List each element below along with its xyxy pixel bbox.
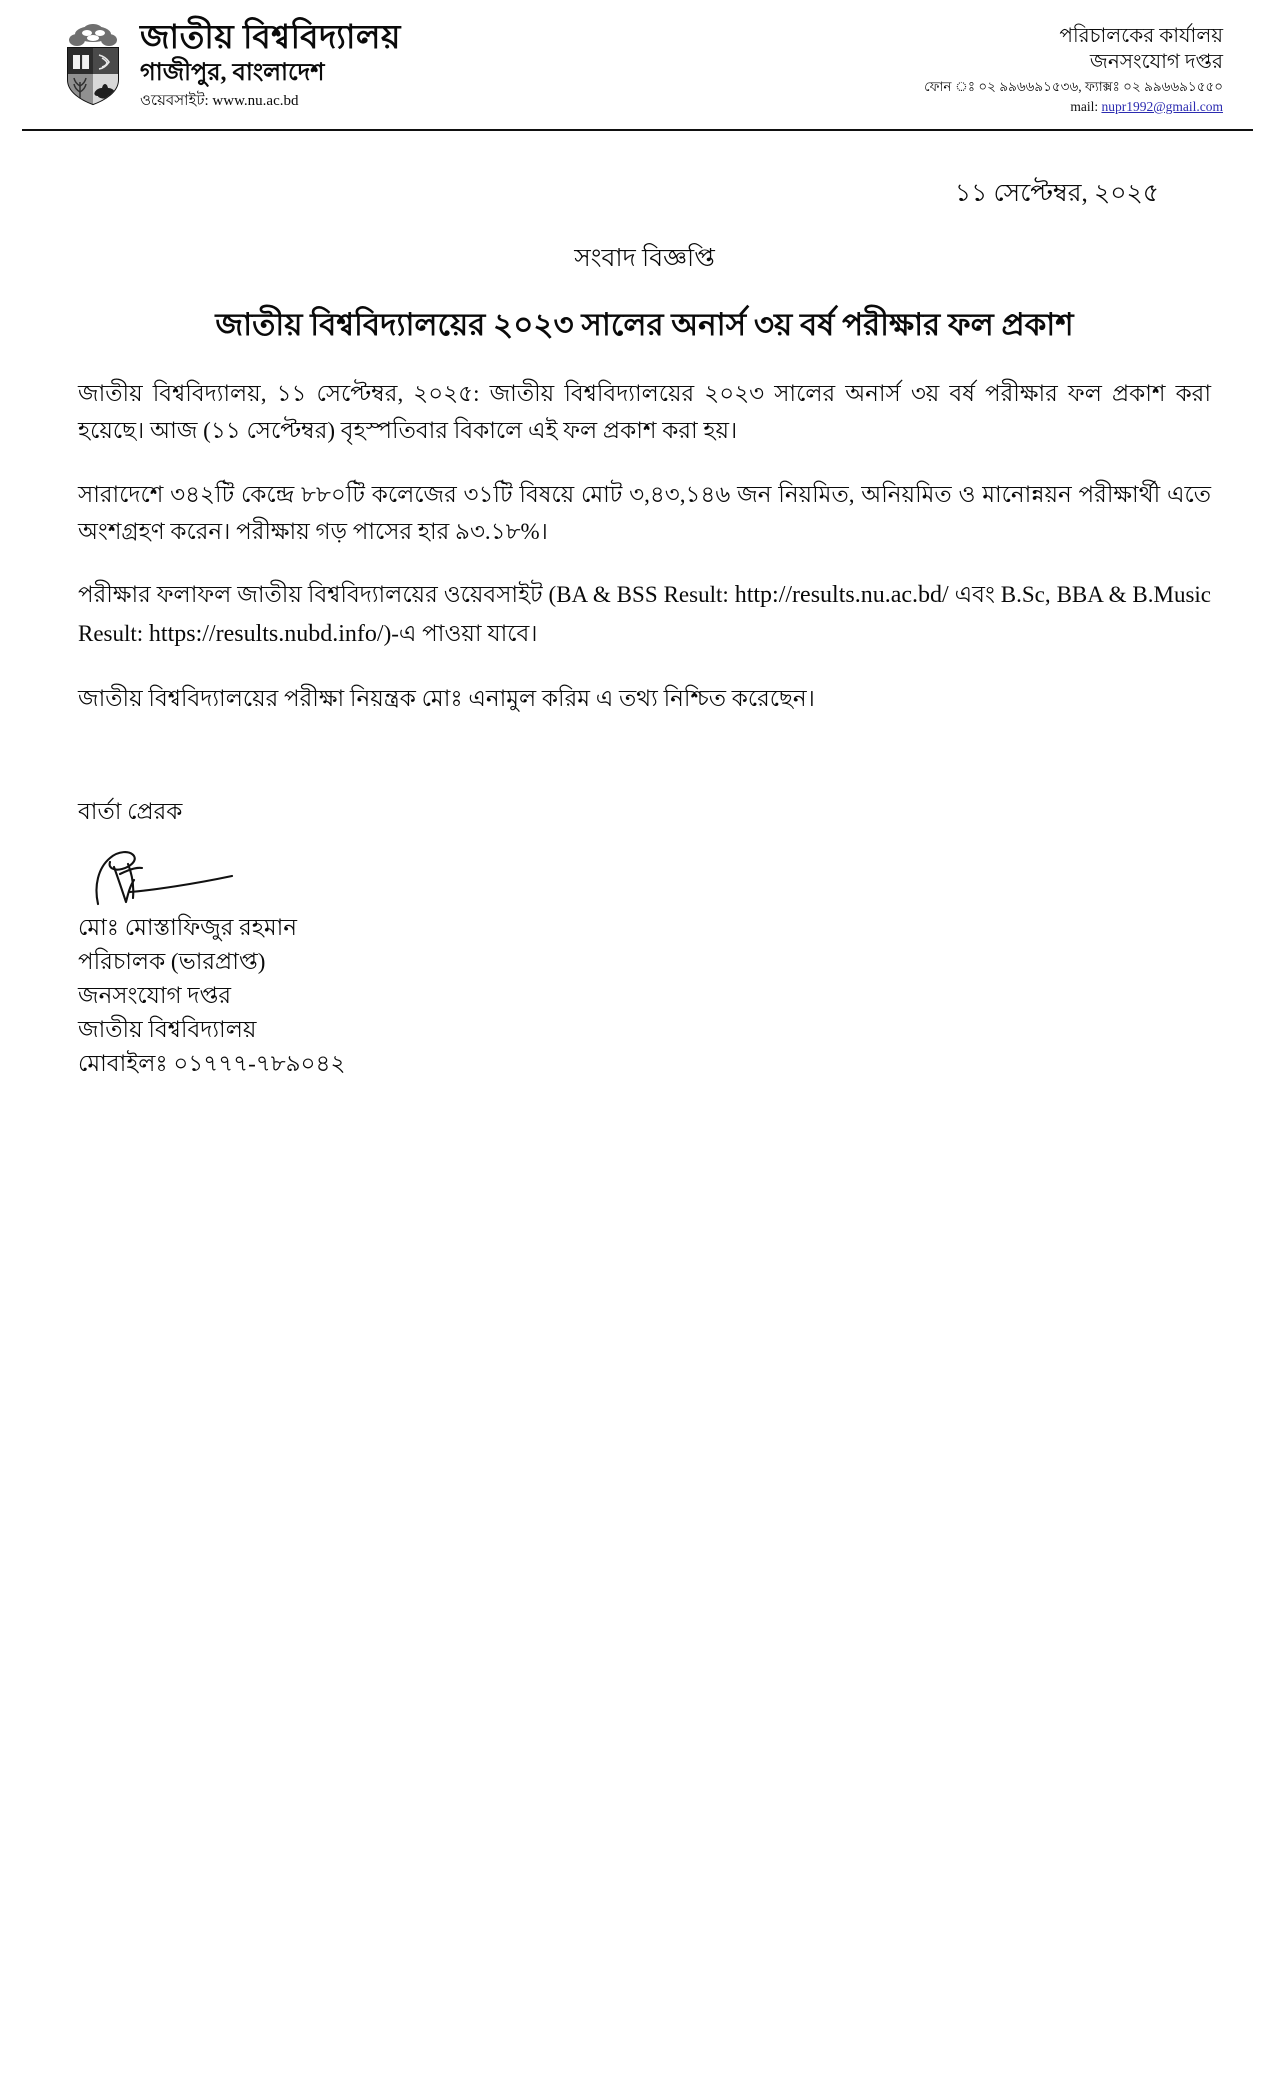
organization-city: গাজীপুর, বাংলাদেশ xyxy=(140,59,325,86)
university-crest-icon xyxy=(60,22,126,106)
handwritten-signature-icon xyxy=(84,834,294,906)
paragraph-1: জাতীয় বিশ্ববিদ্যালয়, ১১ সেপ্টেম্বর, ২০২৫: জাতীয় বিশ্ববিদ্যালয়ের ২০২৩ সালের অনার্স ৩য় বর্ষ পরীক্ষার ফল প্রকাশ করা হয়েছে। আজ (১১ সেপ্টেম্বর) বৃহস্পতিবার বিকালে এই ফল প্রকাশ করা হয়। xyxy=(78,381,1211,444)
notice-type-heading: সংবাদ বিজ্ঞপ্তি xyxy=(574,244,715,272)
office-email-line xyxy=(924,98,1223,117)
letterhead-divider xyxy=(22,129,1253,131)
paragraph-4: জাতীয় বিশ্ববিদ্যালয়ের পরীক্ষা নিয়ন্ত্রক মোঃ এনামুল করিম এ তথ্য নিশ্চিত করেছেন। xyxy=(78,685,815,711)
signatory-name: মোঃ মোস্তাফিজুর রহমান xyxy=(78,914,298,940)
signatory-organization: জাতীয় বিশ্ববিদ্যালয় xyxy=(78,1016,257,1042)
email-label: mail: xyxy=(1070,98,1099,114)
document-date: ১১ সেপ্টেম্বর, ২০২৫ xyxy=(954,179,1159,207)
organization-name: জাতীয় বিশ্ববিদ্যালয় xyxy=(140,20,401,56)
letterhead-left xyxy=(60,18,401,111)
paragraph-3-prefix: পরীক্ষার ফলাফল জাতীয় বিশ্ববিদ্যালয়ের ওয়েবসাইট (BA & BSS Result: xyxy=(78,582,735,608)
result-url-ba-bss[interactable]: http://results.nu.ac.bd/ xyxy=(734,582,949,609)
organization-block xyxy=(140,18,401,111)
office-department: জনসংযোগ দপ্তর xyxy=(1089,51,1223,73)
signature-block xyxy=(78,795,1211,1081)
signatory-designation: পরিচালক (ভারপ্রাপ্ত) xyxy=(78,948,266,974)
signatory-mobile: মোবাইলঃ ০১৭৭৭-৭৮৯০৪২ xyxy=(78,1050,346,1076)
result-url-bsc-bba-bmusic[interactable]: https://results.nubd.info/ xyxy=(148,620,384,647)
paragraph-3-suffix: )-এ পাওয়া যাবে। xyxy=(383,620,538,646)
page-title: জাতীয় বিশ্ববিদ্যালয়ের ২০২৩ সালের অনার্স ৩য় বর্ষ পরীক্ষার ফল প্রকাশ xyxy=(215,306,1074,342)
email-link[interactable]: nupr1992@gmail.com xyxy=(1101,98,1223,114)
organization-website: ওয়েবসাইট: www.nu.ac.bd xyxy=(140,92,299,109)
office-name: পরিচালকের কার্যালয় xyxy=(1059,25,1223,47)
office-phone-fax: ফোন ঃ ০২ ৯৯৬৬৯১৫৩৬, ফ্যাক্সঃ ০২ ৯৯৬৬৯১৫৫০ xyxy=(924,79,1223,94)
paragraph-3 xyxy=(78,576,1211,654)
signatory-department: জনসংযোগ দপ্তর xyxy=(78,982,232,1008)
letterhead-right xyxy=(924,18,1223,117)
sender-label: বার্তা প্রেরক xyxy=(78,799,183,825)
paragraph-3-middle: এবং B.Sc, BBA & B.Music Result: xyxy=(78,582,1212,646)
paragraph-2: সারাদেশে ৩৪২টি কেন্দ্রে ৮৮০টি কলেজের ৩১টি বিষয়ে মোট ৩,৪৩,১৪৬ জন নিয়মিত, অনিয়মিত ও মানোন্নয়ন পরীক্ষার্থী এতে অংশগ্রহণ করেন। পরীক্ষায় গড় পাসের হার ৯৩.১৮%। xyxy=(78,481,1211,544)
document-body xyxy=(0,173,1275,1081)
letterhead xyxy=(0,0,1275,123)
